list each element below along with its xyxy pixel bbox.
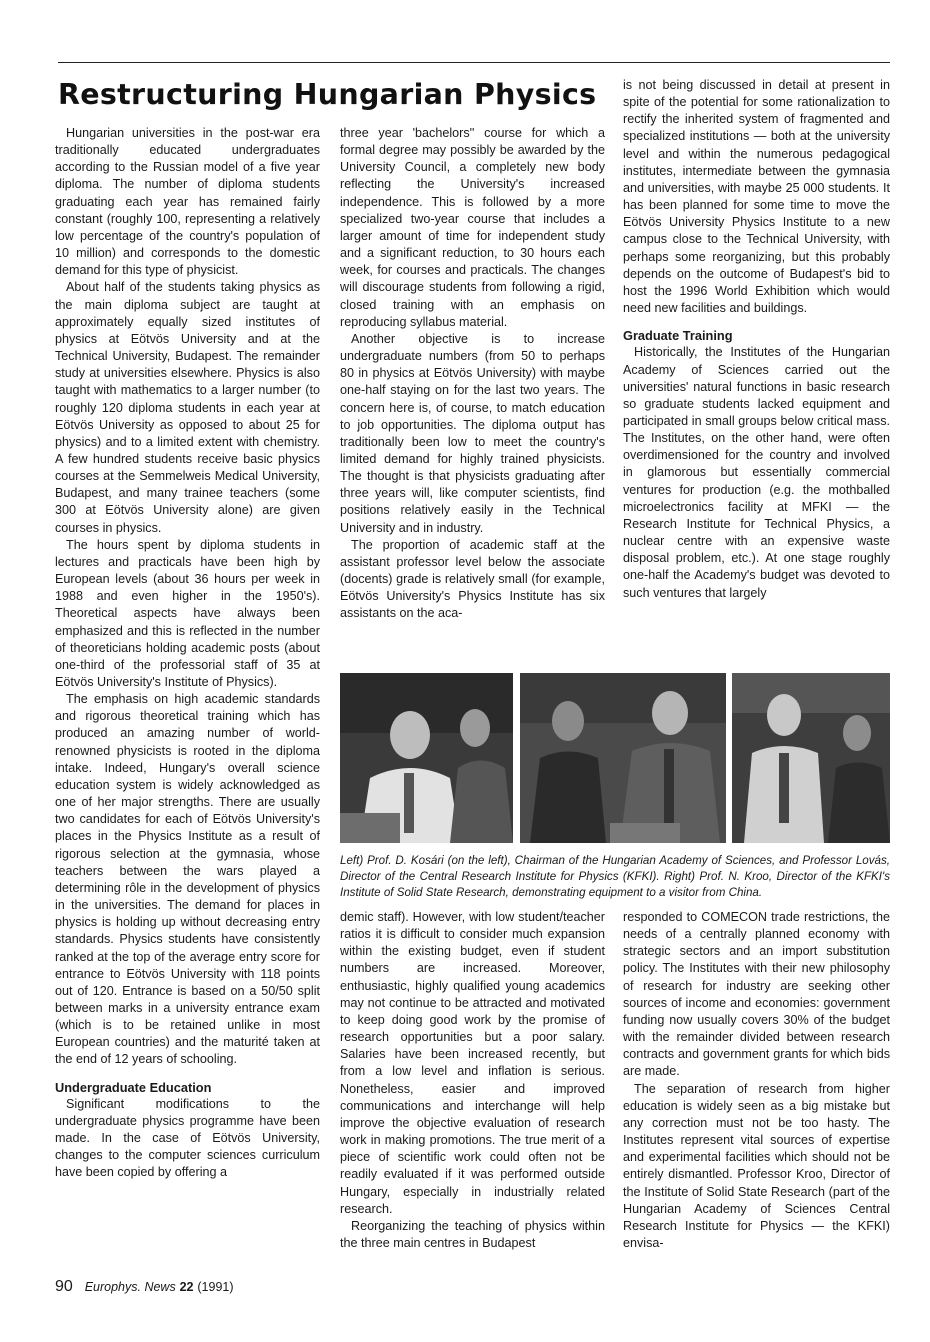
paragraph: demic staff). However, with low student/teacher ratios it is difficult to consider much expansion within the existing budget, even if student numbers are increased. Moreover, enthusiastic, highly qualified young academics may not continue to be attracted and motivated to keep doing good work by the promise of research opportunities but a poor salary. Salaries have been increased recently, but from a low level and inflation is serious. Nonetheless, easier and improved communications and interchange will help improve the objective evaluation of research work in making promotions. The true merit of a piece of scientific work could often not be readily evaluated if it was performed outside Hungary, especially in industrially related research. — [340, 910, 605, 1216]
photo-kosari-lovas — [340, 673, 513, 843]
journal-year: (1991) — [197, 1280, 234, 1294]
journal-name: Europhys. News — [84, 1280, 176, 1294]
paragraph: Significant modifications to the undergraduate physics programme have been made. In the case of Eötvös University, changes to the computer sciences curriculum have been copied by offering a — [55, 1096, 320, 1180]
paragraph: Historically, the Institutes of the Hungarian Academy of Sciences carried out the universities' natural functions in basic research so graduate students lacked equipment and participated in small groups below critical mass. The Institutes, on the other hand, were often overdimensioned for the country and involved in glamorous but essentially commercial ventures for production (e.g. the mothballed microelectronics facility at MFKI — the Research Institute for Technical Physics, a nuclear centre with an expensive waste disposal problem, etc.). At one stage roughly one-half the Academy's budget was devoted to such ventures that largely — [623, 345, 890, 600]
paragraph: is not being discussed in detail at present in spite of the potential for some rationalization to rectify the inherited system of fragmented and specialized institutions — both at the university level and within the numerous pedagogical institutes, intermediate between the gymnasia and universities, with maybe 25 000 students. It has been planned for some time to move the Eötvös University Physics Institute to a new campus close to the Technical University, with perhaps some reorganizing, but this probably depends on the outcome of Budapest's bid to host the 1996 World Exhibition which would need new facilities and buildings. — [623, 78, 890, 316]
photo-group — [520, 673, 726, 843]
column-3-lower — [623, 909, 890, 1265]
column-3 — [623, 77, 890, 667]
photo-strip — [340, 673, 890, 843]
column-1 — [55, 125, 320, 1265]
photo-kroo-visitor — [732, 673, 890, 843]
paragraph: Another objective is to increase undergraduate numbers (from 50 to perhaps 80 in physics at Eötvös University) with maybe one-half staying on for the last two years. The concern here is, of course, to match education to job opportunities. The diploma output has traditionally been low to meet the country's limited demand for highly trained physicists. The thought is that physicists graduating after three years will, like computer scientists, find positions relatively easily in the Technical University and in industry. — [340, 331, 605, 535]
photo-caption: Left) Prof. D. Kosári (on the left), Chairman of the Hungarian Academy of Sciences, and Professor Lovás, Director of the Central Research Institute for Physics (KFKI). Right) Prof. N. Kroo, Director of the KFKI's Institute of Solid State Research, demonstrating equipment to a visitor from China. — [340, 854, 890, 899]
paragraph: three year 'bachelors'' course for which a formal degree may possibly be awarded by the University Council, a completely new body reflecting the University's increased independence. This is followed by a more specialized two-year course that includes a larger amount of time for independent study and a significant reduction, to 30 hours each week, for courses and practicals. The changes will discourage students from following a rigid, closed training with an emphasis on reproducing syllabus material. — [340, 126, 605, 329]
top-rule — [58, 62, 890, 63]
column-2 — [340, 125, 605, 665]
section-heading-graduate: Graduate Training — [623, 328, 733, 344]
paragraph: Hungarian universities in the post-war era traditionally educated undergraduates according to the Russian model of a five year diploma. The number of diploma students graduating each year has remained fairly constant (roughly 100, representing a relatively low percentage of the country's population of 10 million) and corresponds to the domestic demand for this type of physicist. — [55, 126, 320, 278]
paragraph: Reorganizing the teaching of physics within the three main centres in Budapest — [340, 1218, 605, 1250]
column-2-lower — [340, 909, 605, 1265]
paragraph: responded to COMECON trade restrictions, the needs of a centrally planned economy with strategic sectors and an import substitution policy. The Institutes with their new philosophy of research for industry are seeking other sources of income and economies: government funding now usually covers 30% of the budget with the remainder divided between research contracts and government grants for which bids are made. — [623, 910, 890, 1079]
paragraph: The proportion of academic staff at the assistant professor level below the associate (docents) grade is relatively small (for example, Eötvös University's Physics Institute has six assistants on the aca- — [340, 537, 605, 621]
journal-volume: 22 — [179, 1280, 194, 1294]
article-title: Restructuring Hungarian Physics — [58, 78, 597, 111]
paragraph: The hours spent by diploma students in lectures and practicals have been high by European levels (about 36 hours per week in 1988 and even higher in the 1950's). Theoretical aspects have always been emphasized and this is reflected in the number of theoreticians holding academic posts (about one-third of the professorial staff of 35 at Eötvös University's Institute of Physics). — [55, 537, 320, 689]
page-number: 90 — [55, 1278, 73, 1295]
paragraph: The emphasis on high academic standards and rigorous theoretical training which has produced an amazing number of world-renowned physicists is rooted in the diploma intake. Indeed, Hungary's overall science education system is widely acknowledged as one of her major strengths. There are usually two candidates for each of Eötvös University's places in the Physics Institute as a result of rigorous selection at the gymnasia, whose teachers between the wars played a determining rôle in the development of physics in the universities. The demand for places in physics is holding up without decreasing entry standards. Physics students have consistently ranked at the top of the average entry score for entrance to Eötvös University with 118 points out of 120. Entrance is based on a 50/50 split between marks in a university entrance exam (which is to be retained unlike in most European countries) and the maturité taken at the end of 12 years of schooling. — [55, 692, 320, 1067]
section-heading-undergraduate: Undergraduate Education — [55, 1079, 212, 1095]
page-footer — [55, 1278, 234, 1296]
paragraph: The separation of research from higher education is widely seen as a big mistake but any correction must not be too hasty. The Institutes represent vital sources of expertise and experimental facilities which should not be entirely dismantled. Professor Kroo, Director of the Institute of Solid State Research (part of the Hungarian Academy of Sciences Central Research Institute for Physics — the KFKI) envisa- — [623, 1081, 890, 1250]
paragraph: About half of the students taking physics as the main diploma subject are taught at approximately equally sized institutes of physics at Eötvös University and at the Technical University, Budapest. The remainder study at universities elsewhere. Physics is also taught with mathematics to a larger number (to roughly 120 diploma students in each year at Eötvös University as opposed to about 25 for physics) and to a limited extent with chemistry. A few hundred students receive basic physics courses at the Semmelweis Medical University, Budapest, and many trainee teachers (some 300 at Eötvös University alone) are given courses in physics. — [55, 280, 320, 535]
